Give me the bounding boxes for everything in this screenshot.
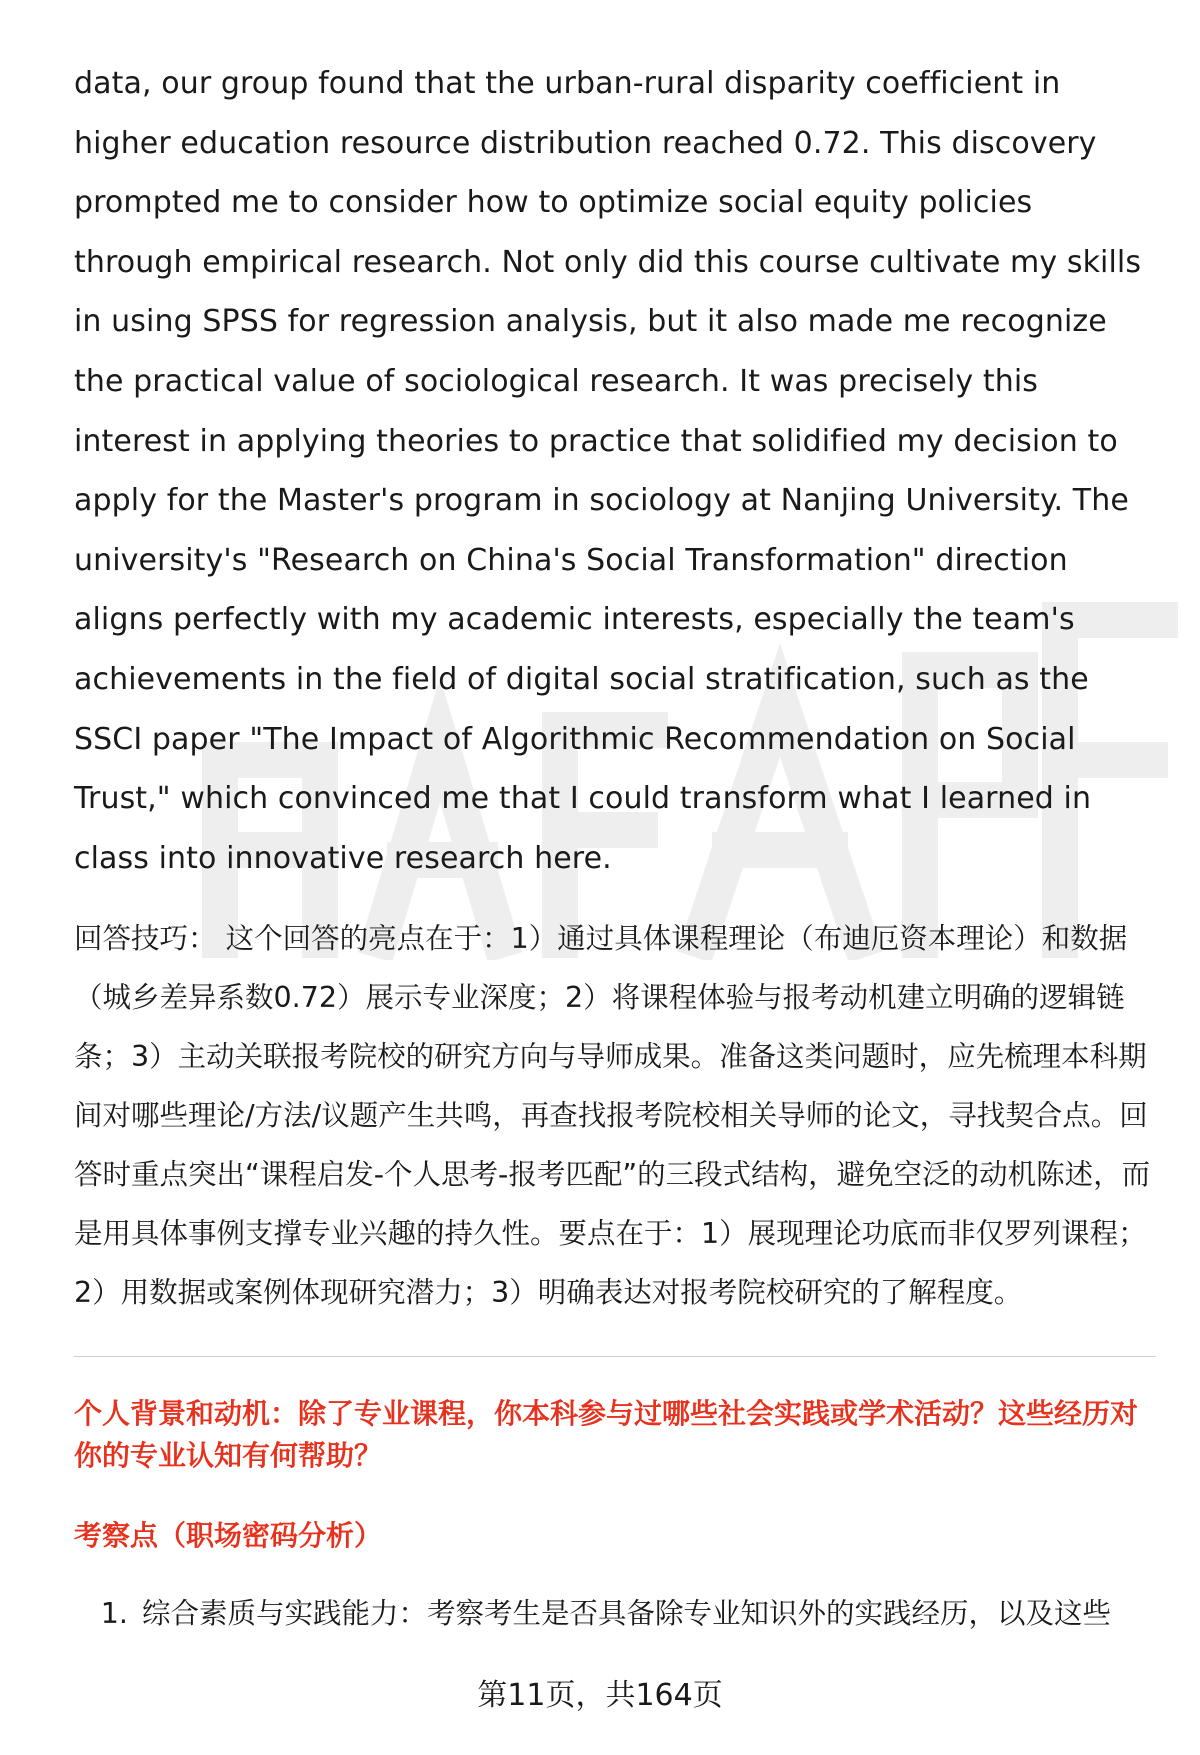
assessment-points-list bbox=[74, 1593, 1154, 1635]
list-item bbox=[74, 1593, 1154, 1635]
list-item-number: 1. bbox=[100, 1597, 128, 1631]
answer-tip-label: 回答技巧： bbox=[74, 922, 217, 956]
list-item-text: 综合素质与实践能力：考察考生是否具备除专业知识外的实践经历，以及这些 bbox=[142, 1597, 1112, 1631]
assessment-points-heading: 考察点（职场密码分析） bbox=[74, 1519, 383, 1553]
page-footer: 第11页，共164页 bbox=[477, 1678, 723, 1713]
question-heading: 个人背景和动机：除了专业课程，你本科参与过哪些社会实践或学术活动？这些经历对你的专业认知有何帮助？ bbox=[74, 1397, 1139, 1473]
answer-tip-text: 这个回答的亮点在于：1）通过具体课程理论（布迪厄资本理论）和数据（城乡差异系数0.72）展示专业深度；2）将课程体验与报考动机建立明确的逻辑链条；3）主动关联报考院校的研究方向与导师成果。准备这类问题时，应先梳理本科期间对哪些理论/方法/议题产生共鸣，再查找报考院校相关导师的论文，寻找契合点。回答时重点突出“课程启发-个人思考-报考匹配”的三段式结构，避免空泛的动机陈述，而是用具体事例支撑专业兴趣的持久性。要点在于：1）展现理论功底而非仅罗列课程；2）用数据或案例体现研究潜力；3）明确表达对报考院校研究的了解程度。 bbox=[74, 922, 1151, 1310]
answer-tip bbox=[74, 909, 1154, 1322]
page-content bbox=[74, 54, 1154, 1635]
section-divider bbox=[74, 1356, 1156, 1357]
body-paragraph: data, our group found that the urban-rural disparity coefficient in higher education resource distribution reached 0.72. This discovery prompted me to consider how to optimize social equity policies through empirical research. Not only did this course cultivate my skills in using SPSS for regression analysis, but it also made me recognize the practical value of sociological research. It was precisely this interest in applying theories to practice that solidified my decision to apply for the Master's program in sociology at Nanjing University. The university's "Research on China's Social Transformation" direction aligns perfectly with my academic interests, especially the team's achievements in the field of digital social stratification, such as the SSCI paper "The Impact of Algorithmic Recommendation on Social Trust," which convinced me that I could transform what I learned in class into innovative research here. bbox=[74, 66, 1142, 876]
